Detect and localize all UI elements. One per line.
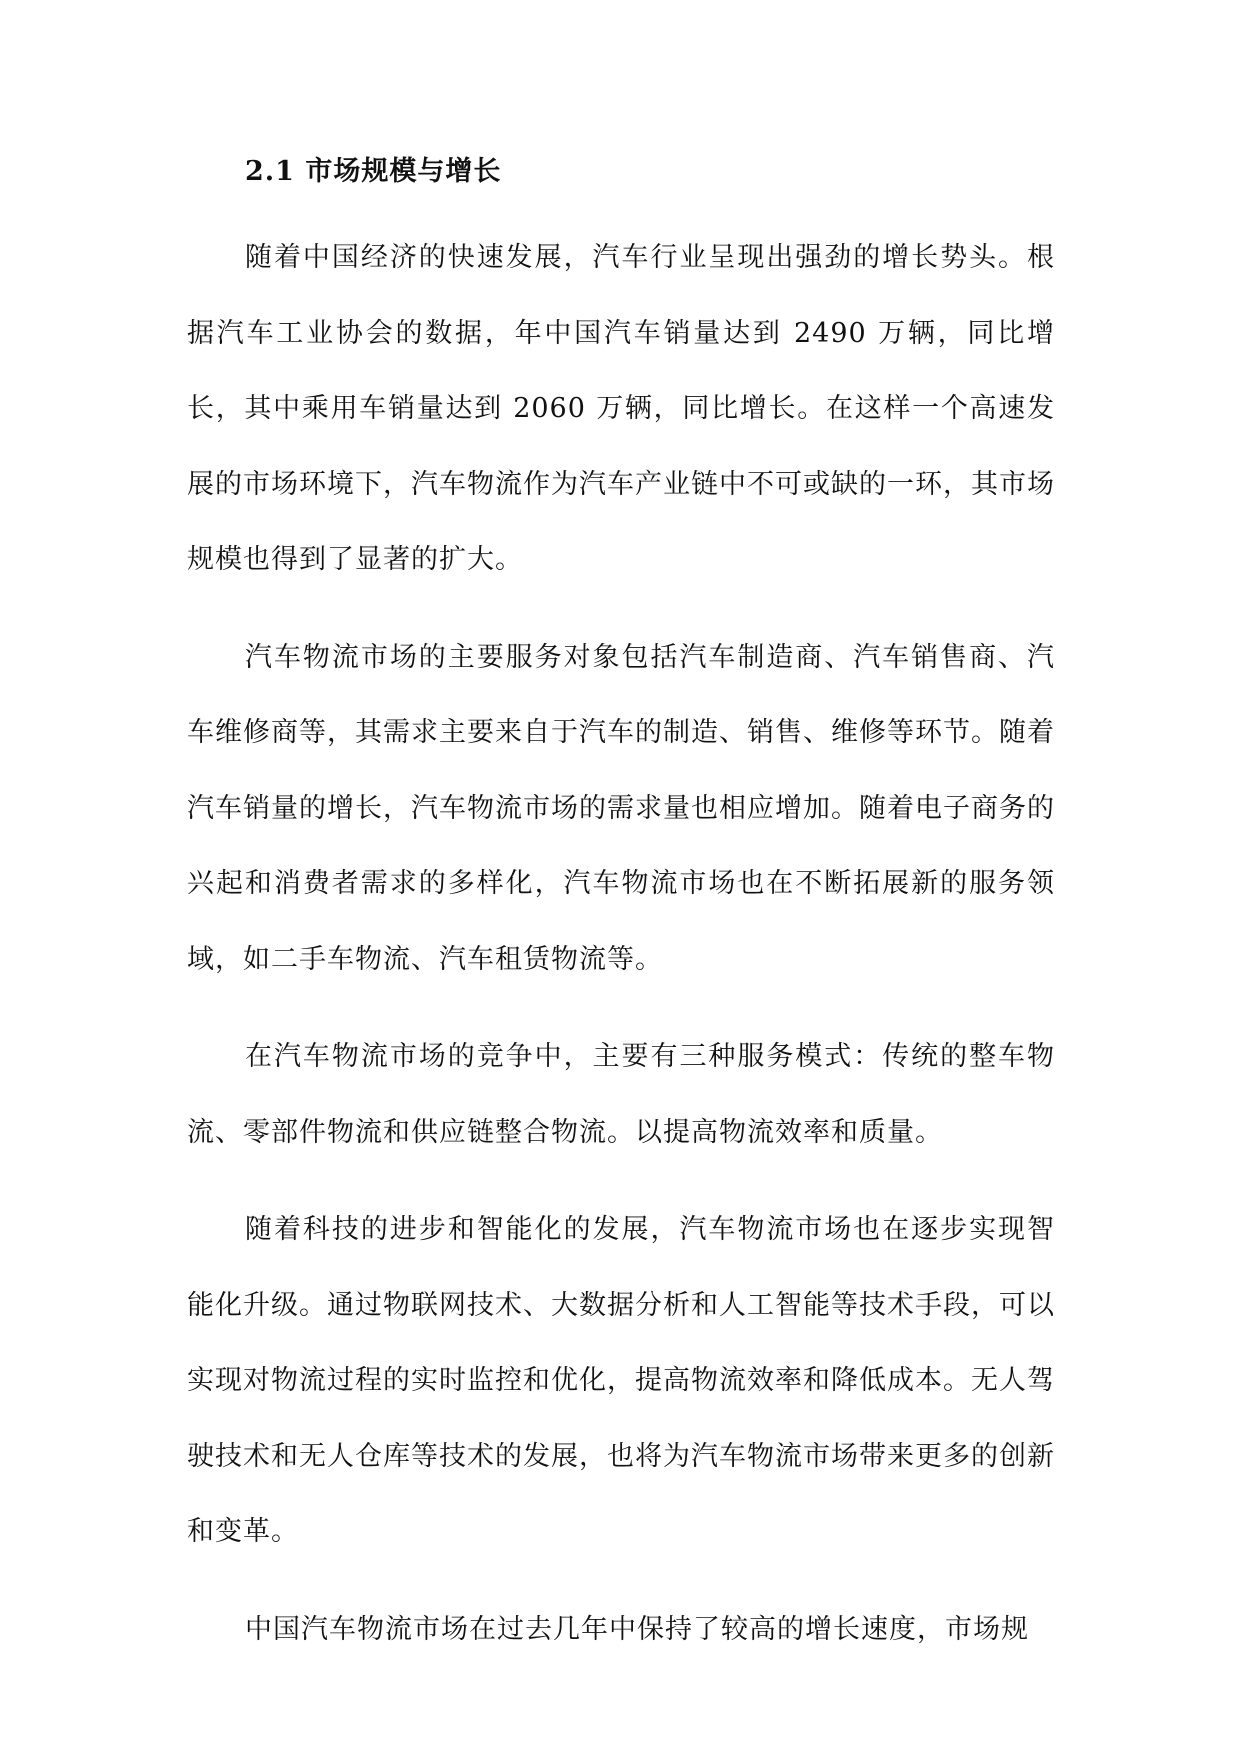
section-heading: 2.1 市场规模与增长 bbox=[245, 156, 502, 187]
paragraph-smart-upgrade: 随着科技的进步和智能化的发展，汽车物流市场也在逐步实现智能化升级。通过物联网技术、大数据分析和人工智能等技术手段，可以实现对物流过程的实时监控和优化，提高物流效率和降低成本。无人驾驶技术和无人仓库等技术的发展，也将为汽车物流市场带来更多的创新和变革。 bbox=[187, 1214, 1055, 1547]
paragraph-service-targets: 汽车物流市场的主要服务对象包括汽车制造商、汽车销售商、汽车维修商等，其需求主要来自于汽车的制造、销售、维修等环节。随着汽车销量的增长，汽车物流市场的需求量也相应增加。随着电子商务的兴起和消费者需求的多样化，汽车物流市场也在不断拓展新的服务领域，如二手车物流、汽车租赁物流等。 bbox=[187, 641, 1055, 975]
document-body bbox=[187, 146, 1055, 1667]
paragraph-growth-speed: 中国汽车物流市场在过去几年中保持了较高的增长速度，市场规 bbox=[245, 1613, 1029, 1645]
paragraph-service-models: 在汽车物流市场的竞争中，主要有三种服务模式：传统的整车物流、零部件物流和供应链整合物流。以提高物流效率和质量。 bbox=[187, 1041, 1055, 1148]
paragraph-market-growth: 随着中国经济的快速发展，汽车行业呈现出强劲的增长势头。根据汽车工业协会的数据，年中国汽车销量达到 2490 万辆，同比增长，其中乘用车销量达到 2060 万辆，同比增长。在这样一个高速发展的市场环境下，汽车物流作为汽车产业链中不可或缺的一环，其市场规模也得到了显著的扩大。 bbox=[187, 242, 1055, 575]
